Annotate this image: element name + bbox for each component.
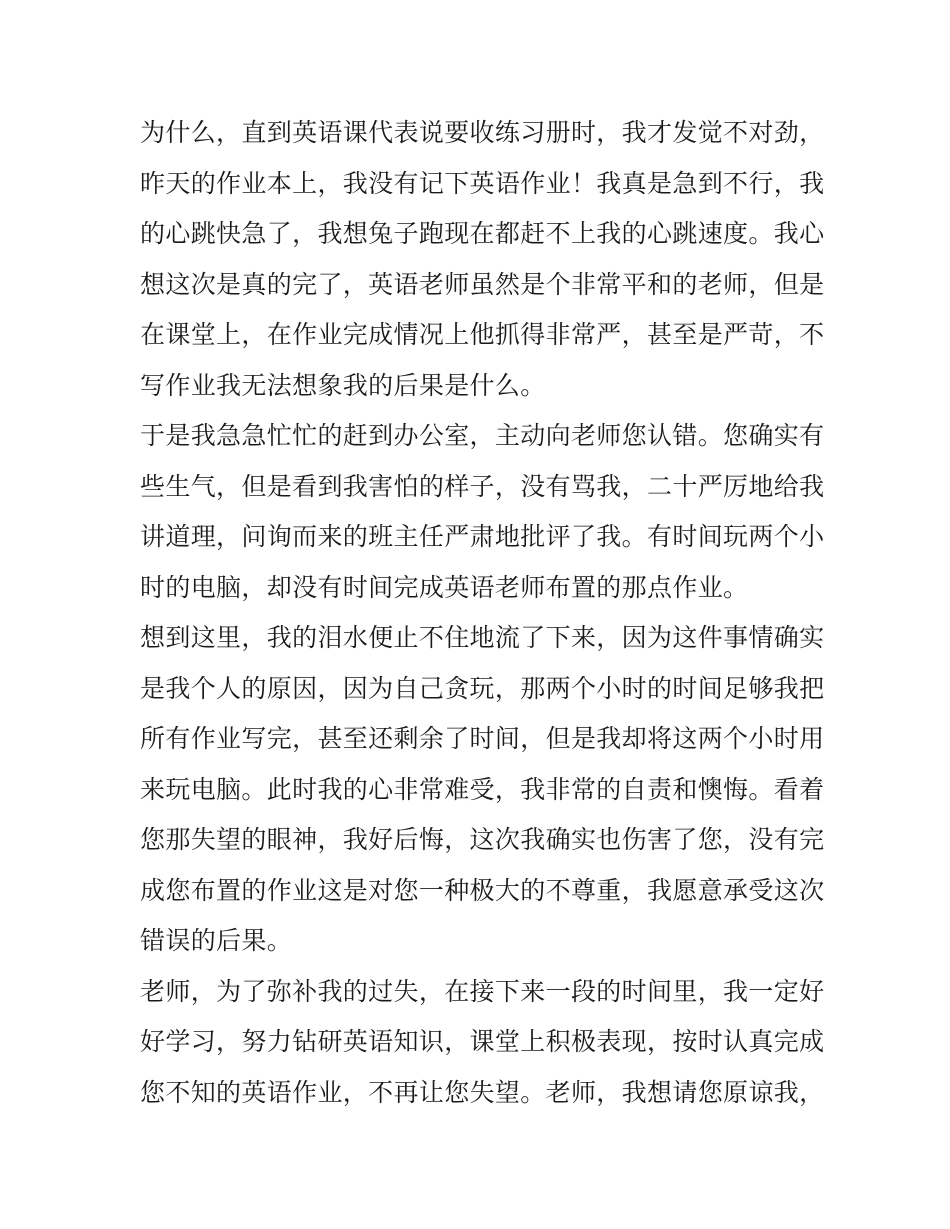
text-line: 来玩电脑。此时我的心非常难受，我非常的自责和懊悔。看着 — [140, 774, 825, 804]
text-line: 在课堂上，在作业完成情况上他抓得非常严，甚至是严苛，不 — [140, 320, 825, 349]
text-line: 好学习，努力钻研英语知识，课堂上积极表现，按时认真完成 — [140, 1027, 825, 1056]
text-line: 讲道理，问询而来的班主任严肃地批评了我。有时间玩两个小 — [140, 522, 825, 551]
text-line: 想这次是真的完了，英语老师虽然是个非常平和的老师，但是 — [140, 269, 825, 299]
text-line: 的心跳快急了，我想兔子跑现在都赶不上我的心跳速度。我心 — [140, 219, 825, 248]
text-line: 您那失望的眼神，我好后悔，这次我确实也伤害了您，没有完 — [140, 825, 825, 854]
paragraph-4 — [140, 967, 825, 1119]
text-line: 您不知的英语作业，不再让您失望。老师，我想请您原谅我， — [140, 1077, 825, 1107]
text-line: 是我个人的原因，因为自己贪玩，那两个小时的时间足够我把 — [140, 673, 825, 703]
text-line: 错误的后果。 — [140, 926, 293, 955]
text-line: 想到这里，我的泪水便止不住地流了下来，因为这件事情确实 — [140, 623, 825, 652]
paragraph-2 — [140, 411, 825, 613]
text-line: 时的电脑，却没有时间完成英语老师布置的那点作业。 — [140, 572, 749, 602]
text-line: 昨天的作业本上，我没有记下英语作业！我真是急到不行，我 — [140, 168, 825, 198]
text-line: 为什么，直到英语课代表说要收练习册时，我才发觉不对劲， — [140, 118, 825, 147]
text-line: 老师，为了弥补我的过失，在接下来一段的时间里，我一定好 — [140, 976, 825, 1006]
text-line: 所有作业写完，甚至还剩余了时间，但是我却将这两个小时用 — [140, 724, 825, 753]
text-line: 些生气，但是看到我害怕的样子，没有骂我，二十严厉地给我 — [140, 471, 825, 501]
paragraph-1 — [140, 108, 825, 411]
paragraph-3 — [140, 613, 825, 967]
text-line: 于是我急急忙忙的赶到办公室，主动向老师您认错。您确实有 — [140, 421, 825, 450]
document-page — [140, 108, 825, 1118]
text-line: 成您布置的作业这是对您一种极大的不尊重，我愿意承受这次 — [140, 875, 825, 905]
text-line: 写作业我无法想象我的后果是什么。 — [140, 370, 546, 400]
